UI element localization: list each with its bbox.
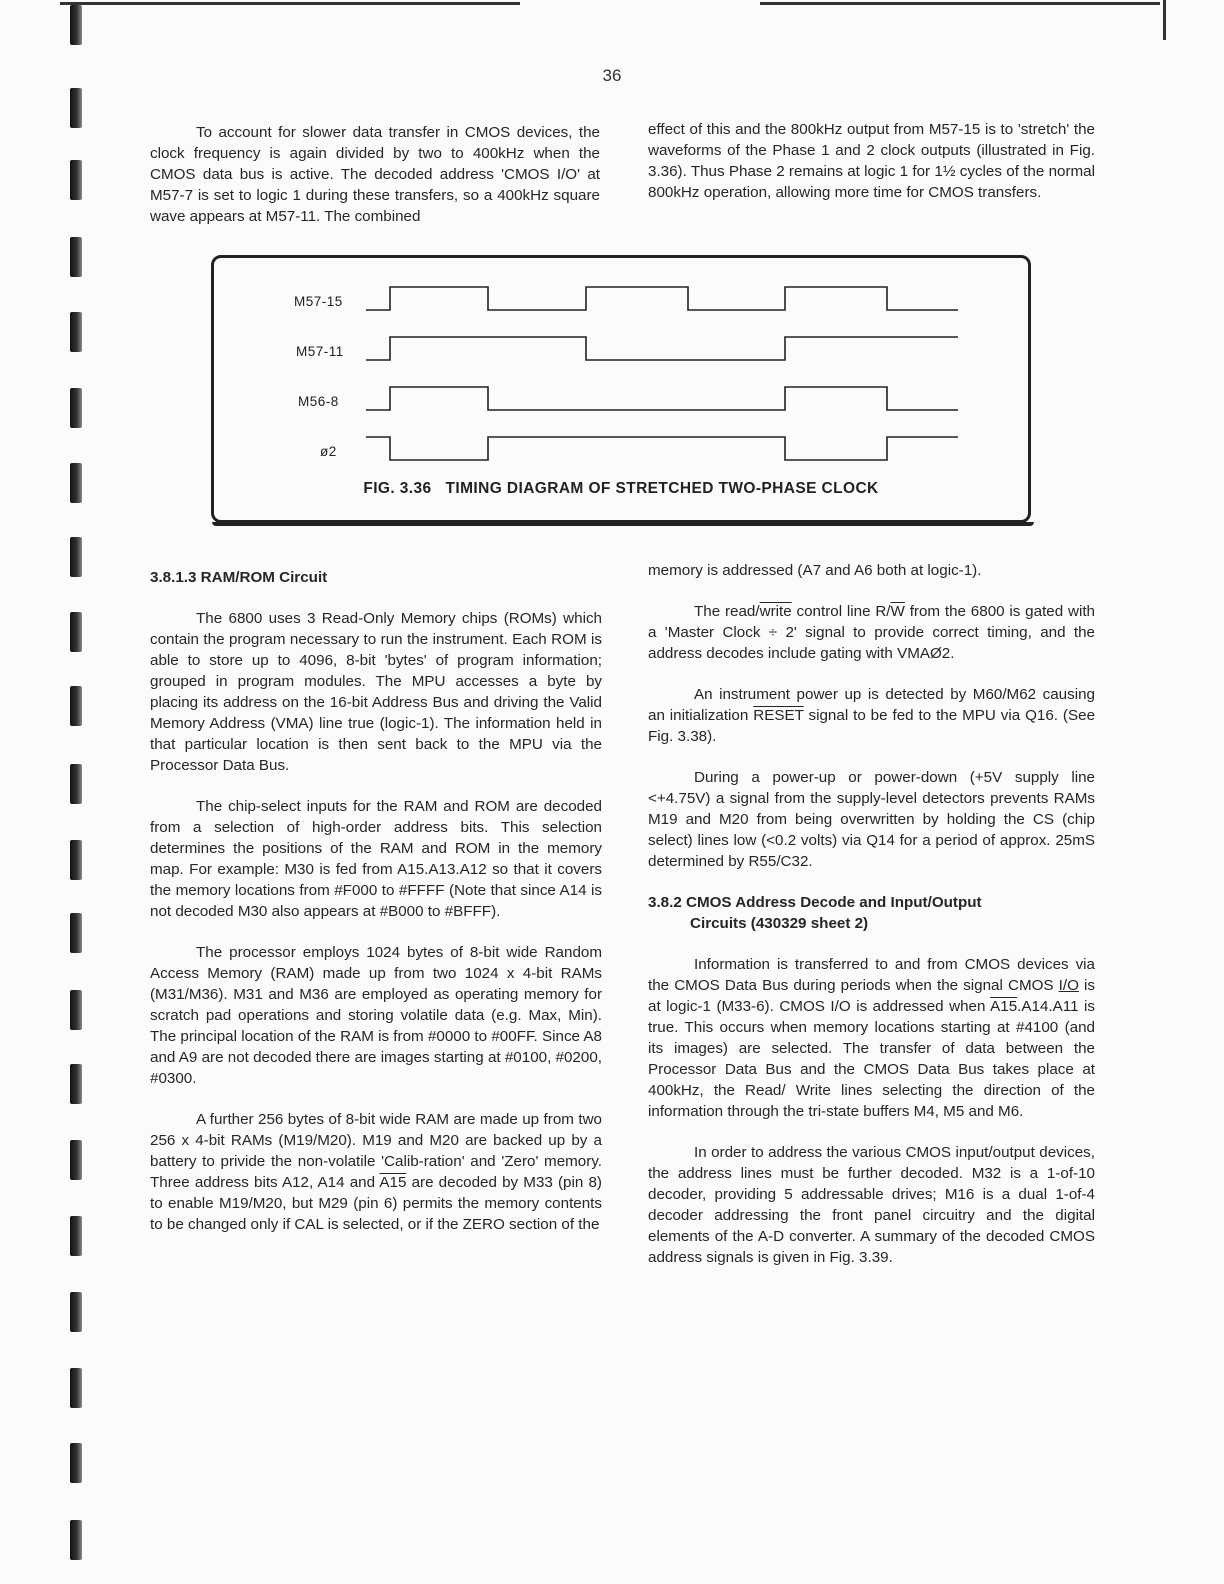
waveform-m57-11 bbox=[366, 337, 958, 360]
scan-edge-line bbox=[60, 2, 520, 5]
intro-right-column bbox=[648, 119, 1095, 223]
paragraph: effect of this and the 800kHz output from M57-15 is to 'stretch' the waveforms of the Phase 1 and 2 clock outputs (illustrated in Fig. 3.36). Thus Phase 2 remains at logic 1 for 1½ cycles of the normal 800kHz operation, allowing more time for CMOS transfers. bbox=[648, 121, 1095, 201]
paragraph: The processor employs 1024 bytes of 8-bit wide Random Access Memory (RAM) made up from two 1024 x 4-bit RAMs (M31/M36). M31 and M36 are employed as operating memory for scratch pad operations and storing volatile data (e.g. Max, Min). The principal location of the RAM is from #0000 to #00FF. Since A8 and A9 are not decoded there are images starting at #0100, #0200, #0300. bbox=[150, 944, 602, 1087]
paragraph: An instrument power up is detected by M60/M62 causing an initialization RESET signal to be fed to the MPU via Q16. (See Fig. 3.38). bbox=[648, 686, 1096, 745]
paragraph: memory is addressed (A7 and A6 both at logic-1). bbox=[648, 562, 982, 579]
signal-label-phi2: ø2 bbox=[320, 444, 337, 459]
waveform-m57-15 bbox=[366, 287, 958, 310]
paragraph: A further 256 bytes of 8-bit wide RAM are made up from two 256 x 4-bit RAMs (M19/M20). M19 and M20 are backed up by a battery to privide the non-volatile 'Calib-ration' and 'Zero' memory. Three address bits A12, A14 and A15 are decoded by M33 (pin 8) to enable M19/M20, but M29 (pin 6) permits the memory contents to be changed only if CAL is selected, or if the ZERO section of the bbox=[150, 1111, 602, 1233]
intro-left-column bbox=[150, 122, 600, 247]
scan-edge-line bbox=[1163, 0, 1166, 40]
paragraph: The read/write control line $R/\overline{W}$ from the 6800 is gated with a 'Master Clock ÷ 2' signal to provide correct timing, and the address decodes include gating with VMAØ2. bbox=[648, 603, 1096, 662]
figure-title: TIMING DIAGRAM OF STRETCHED TWO-PHASE CLOCK bbox=[445, 480, 879, 497]
signal-label-m56-8: M56-8 bbox=[298, 394, 339, 409]
signal-label-m57-11: M57-11 bbox=[296, 344, 344, 359]
right-column bbox=[648, 560, 1095, 1288]
signal-label-m57-15: M57-15 bbox=[294, 294, 343, 309]
paragraph: The 6800 uses 3 Read-Only Memory chips (ROMs) which contain the program necessary to run the instrument. Each ROM is able to store up to 4096, 8-bit 'bytes' of program information; grouped in program modules. The MPU accesses a byte by placing its address on the 16-bit Address Bus and driving the Valid Memory Address (VMA) line true (logic-1). The information held in that particular location is then sent back to the MPU via the Processor Data Bus. bbox=[150, 610, 602, 774]
figure-caption bbox=[214, 480, 1028, 498]
paragraph: The chip-select inputs for the RAM and ROM are decoded from a selection of high-order address bits. This selection determines the positions of the RAM and ROM in the memory map. For example: M30 is fed from A15.A13.A12 so that it covers the memory locations from #F000 to #FFFF (Note that since A14 is not decoded M30 also appears at #B000 to #BFFF). bbox=[150, 798, 602, 920]
paragraph: To account for slower data transfer in CMOS devices, the clock frequency is again divided by two to 400kHz when the CMOS data bus is active. The decoded address 'CMOS I/O' at M57-7 is set to logic 1 during these transfers, so a 400kHz square wave appears at M57-11. The combined bbox=[150, 124, 600, 225]
paragraph: In order to address the various CMOS input/output devices, the address lines must be further decoded. M32 is a 1-of-10 decoder, providing 5 addressable drives; M16 is a dual 1-of-4 decoder addressing the front panel circuitry and the digital elements of the A-D converter. A summary of the decoded CMOS address signals is given in Fig. 3.39. bbox=[648, 1144, 1095, 1266]
page-number: 36 bbox=[602, 66, 622, 85]
figure-number: FIG. 3.36 bbox=[363, 480, 432, 497]
section-heading: 3.8.1.3 RAM/ROM Circuit bbox=[150, 569, 328, 586]
paragraph: Information is transferred to and from CMOS devices via the CMOS Data Bus during periods when the signal CMOS I/O is at logic-1 (M33-6). CMOS I/O is addressed when A15.A14.A11 is true. This occurs when memory locations starting at #4100 (and its images) are selected. The transfer of data between the Processor Data Bus and the CMOS Data Bus takes place at 400kHz, the Read/ Write lines selecting the direction of the information through the tri-state buffers M4, M5 and M6. bbox=[648, 956, 1095, 1120]
timing-diagram-figure bbox=[211, 255, 1031, 523]
paragraph: During a power-up or power-down (+5V supply line <+4.75V) a signal from the supply-level detectors prevents RAMs M19 and M20 from being overwritten by holding the CS (chip select) lines low (<0.2 volts) via Q14 for a period of approx. 25mS determined by R55/C32. bbox=[648, 769, 1095, 870]
waveform-phi2 bbox=[366, 437, 958, 460]
section-heading: 3.8.2 CMOS Address Decode and Input/Output Circuits (430329 sheet 2) bbox=[648, 894, 982, 932]
scan-edge-line bbox=[760, 2, 1160, 5]
waveform-m56-8 bbox=[366, 387, 958, 410]
spiral-binding bbox=[30, 0, 58, 1584]
left-column bbox=[150, 567, 602, 1255]
